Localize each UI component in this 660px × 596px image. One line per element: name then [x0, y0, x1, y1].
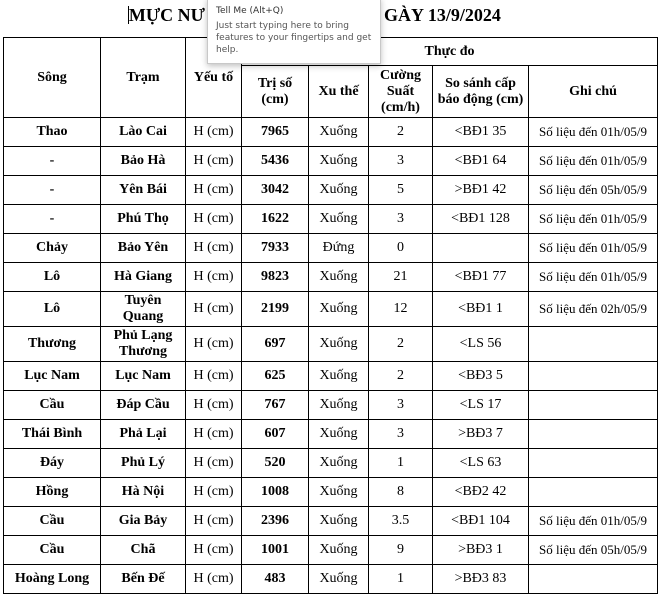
- cell-triso: 5436: [242, 147, 309, 176]
- cell-yeuto: H (cm): [186, 391, 242, 420]
- header-tram: Trạm: [101, 38, 186, 118]
- cell-tram: Tuyên Quang: [101, 292, 186, 327]
- cell-song: -: [4, 205, 101, 234]
- cell-song: Chảy: [4, 234, 101, 263]
- cell-sosanh: <LS 17: [433, 391, 529, 420]
- tell-me-tooltip: [207, 0, 381, 64]
- cell-ghichu: Số liệu đến 01h/05/9: [529, 263, 658, 292]
- cell-song: Lô: [4, 292, 101, 327]
- cell-triso: 1001: [242, 536, 309, 565]
- cell-cuongsuat: 8: [369, 478, 433, 507]
- table-row: [4, 205, 658, 234]
- cell-ghichu: Số liệu đến 02h/05/9: [529, 292, 658, 327]
- cell-cuongsuat: 3.5: [369, 507, 433, 536]
- cell-triso: 2199: [242, 292, 309, 327]
- table-row: [4, 478, 658, 507]
- cell-tram: Đáp Cầu: [101, 391, 186, 420]
- header-triso: Trị số (cm): [242, 66, 309, 118]
- cell-tram: Phú Thọ: [101, 205, 186, 234]
- cell-xuthe: Xuống: [309, 420, 369, 449]
- cell-song: Lô: [4, 263, 101, 292]
- cell-tram: Hà Nội: [101, 478, 186, 507]
- cell-song: Cầu: [4, 536, 101, 565]
- cell-sosanh: <BĐ1 104: [433, 507, 529, 536]
- cell-sosanh: <BĐ1 64: [433, 147, 529, 176]
- cell-song: Cầu: [4, 391, 101, 420]
- page-title-right: [384, 4, 501, 26]
- cell-xuthe: Xuống: [309, 362, 369, 391]
- tooltip-title: Tell Me (Alt+Q): [216, 6, 284, 16]
- header-song: Sông: [4, 38, 101, 118]
- cell-ghichu: Số liệu đến 05h/05/9: [529, 536, 658, 565]
- cell-yeuto: H (cm): [186, 234, 242, 263]
- table-row: [4, 327, 658, 362]
- cell-ghichu: [529, 327, 658, 362]
- header-yeuto: Yếu tố: [186, 38, 242, 118]
- cell-yeuto: H (cm): [186, 263, 242, 292]
- cell-sosanh: <BĐ3 5: [433, 362, 529, 391]
- cell-sosanh: [433, 234, 529, 263]
- title-right: GÀY 13/9/2024: [384, 5, 501, 25]
- cell-triso: 1622: [242, 205, 309, 234]
- cell-tram: Hà Giang: [101, 263, 186, 292]
- cell-yeuto: H (cm): [186, 449, 242, 478]
- cell-tram: Phả Lại: [101, 420, 186, 449]
- header-thucdo: Thực đo: [242, 38, 658, 66]
- cell-tram: Lục Nam: [101, 362, 186, 391]
- cell-cuongsuat: 1: [369, 565, 433, 594]
- cell-triso: 625: [242, 362, 309, 391]
- cell-sosanh: >BĐ3 83: [433, 565, 529, 594]
- cell-tram: Phủ Lạng Thương: [101, 327, 186, 362]
- cell-ghichu: Số liệu đến 01h/05/9: [529, 507, 658, 536]
- cell-song: Thao: [4, 118, 101, 147]
- cell-ghichu: [529, 362, 658, 391]
- title-left: MỰC NƯ: [128, 5, 205, 25]
- cell-tram: Bảo Hà: [101, 147, 186, 176]
- cell-tram: Bảo Yên: [101, 234, 186, 263]
- cell-yeuto: H (cm): [186, 176, 242, 205]
- cell-xuthe: Xuống: [309, 205, 369, 234]
- cell-xuthe: Xuống: [309, 263, 369, 292]
- cell-ghichu: [529, 565, 658, 594]
- table-row: [4, 362, 658, 391]
- cell-song: Thái Bình: [4, 420, 101, 449]
- cell-triso: 697: [242, 327, 309, 362]
- cell-xuthe: Xuống: [309, 118, 369, 147]
- cell-cuongsuat: 3: [369, 205, 433, 234]
- cell-sosanh: <BĐ1 77: [433, 263, 529, 292]
- cell-xuthe: Xuống: [309, 391, 369, 420]
- cell-yeuto: H (cm): [186, 292, 242, 327]
- cell-cuongsuat: 5: [369, 176, 433, 205]
- cell-ghichu: [529, 391, 658, 420]
- cell-xuthe: Xuống: [309, 507, 369, 536]
- cell-triso: 483: [242, 565, 309, 594]
- cell-yeuto: H (cm): [186, 507, 242, 536]
- cell-cuongsuat: 3: [369, 147, 433, 176]
- header-sosanh: So sánh cấp báo động (cm): [433, 66, 529, 118]
- cell-triso: 2396: [242, 507, 309, 536]
- cell-triso: 520: [242, 449, 309, 478]
- cell-xuthe: Xuống: [309, 147, 369, 176]
- cell-sosanh: >BĐ3 7: [433, 420, 529, 449]
- cell-cuongsuat: 2: [369, 118, 433, 147]
- page-title-left: [100, 4, 205, 26]
- table-row: [4, 176, 658, 205]
- cell-sosanh: >BĐ3 1: [433, 536, 529, 565]
- table-row: [4, 263, 658, 292]
- cell-yeuto: H (cm): [186, 362, 242, 391]
- table-row: [4, 536, 658, 565]
- cell-ghichu: [529, 478, 658, 507]
- cell-yeuto: H (cm): [186, 205, 242, 234]
- cell-sosanh: <BĐ1 128: [433, 205, 529, 234]
- cell-sosanh: <BĐ2 42: [433, 478, 529, 507]
- cell-triso: 607: [242, 420, 309, 449]
- cell-yeuto: H (cm): [186, 147, 242, 176]
- cell-song: Hồng: [4, 478, 101, 507]
- cell-xuthe: Xuống: [309, 565, 369, 594]
- header-xuthe: Xu thế: [309, 66, 369, 118]
- table-row: [4, 147, 658, 176]
- cell-yeuto: H (cm): [186, 536, 242, 565]
- cell-song: Cầu: [4, 507, 101, 536]
- cell-sosanh: >BĐ1 42: [433, 176, 529, 205]
- cell-tram: Phủ Lý: [101, 449, 186, 478]
- cell-sosanh: <LS 63: [433, 449, 529, 478]
- cell-triso: 7965: [242, 118, 309, 147]
- cell-cuongsuat: 1: [369, 449, 433, 478]
- cell-yeuto: H (cm): [186, 420, 242, 449]
- cell-yeuto: H (cm): [186, 327, 242, 362]
- cell-cuongsuat: 21: [369, 263, 433, 292]
- header-cuongsuat: Cường Suất (cm/h): [369, 66, 433, 118]
- cell-song: -: [4, 147, 101, 176]
- tooltip-body: Just start typing here to bring features to your fingertips and get help.: [216, 21, 372, 55]
- cell-ghichu: Số liệu đến 01h/05/9: [529, 118, 658, 147]
- cell-cuongsuat: 9: [369, 536, 433, 565]
- cell-song: Đáy: [4, 449, 101, 478]
- cell-triso: 7933: [242, 234, 309, 263]
- table-row: [4, 118, 658, 147]
- cell-xuthe: Xuống: [309, 327, 369, 362]
- table-row: [4, 449, 658, 478]
- cell-sosanh: <LS 56: [433, 327, 529, 362]
- table-row: [4, 234, 658, 263]
- cell-yeuto: H (cm): [186, 118, 242, 147]
- cell-triso: 9823: [242, 263, 309, 292]
- cell-cuongsuat: 2: [369, 362, 433, 391]
- table-row: [4, 565, 658, 594]
- cell-tram: Lào Cai: [101, 118, 186, 147]
- cell-cuongsuat: 12: [369, 292, 433, 327]
- cell-tram: Bến Đế: [101, 565, 186, 594]
- cell-triso: 3042: [242, 176, 309, 205]
- cell-xuthe: Đứng: [309, 234, 369, 263]
- cell-ghichu: [529, 449, 658, 478]
- cell-ghichu: Số liệu đến 01h/05/9: [529, 147, 658, 176]
- header-ghichu: Ghi chú: [529, 66, 658, 118]
- water-level-table: [3, 37, 658, 594]
- cell-xuthe: Xuống: [309, 292, 369, 327]
- table-row: [4, 507, 658, 536]
- cell-xuthe: Xuống: [309, 449, 369, 478]
- cell-tram: Gia Bảy: [101, 507, 186, 536]
- cell-ghichu: Số liệu đến 01h/05/9: [529, 205, 658, 234]
- cell-ghichu: [529, 420, 658, 449]
- cell-sosanh: <BĐ1 1: [433, 292, 529, 327]
- cell-xuthe: Xuống: [309, 536, 369, 565]
- cell-tram: Chã: [101, 536, 186, 565]
- cell-cuongsuat: 3: [369, 420, 433, 449]
- cell-song: Hoàng Long: [4, 565, 101, 594]
- cell-cuongsuat: 3: [369, 391, 433, 420]
- cell-ghichu: Số liệu đến 05h/05/9: [529, 176, 658, 205]
- cell-yeuto: H (cm): [186, 565, 242, 594]
- cell-sosanh: <BĐ1 35: [433, 118, 529, 147]
- cell-song: -: [4, 176, 101, 205]
- cell-tram: Yên Bái: [101, 176, 186, 205]
- cell-song: Lục Nam: [4, 362, 101, 391]
- cell-xuthe: Xuống: [309, 478, 369, 507]
- cell-triso: 1008: [242, 478, 309, 507]
- table-row: [4, 292, 658, 327]
- cell-song: Thương: [4, 327, 101, 362]
- table-row: [4, 420, 658, 449]
- cell-triso: 767: [242, 391, 309, 420]
- table-row: [4, 391, 658, 420]
- cell-cuongsuat: 0: [369, 234, 433, 263]
- cell-cuongsuat: 2: [369, 327, 433, 362]
- cell-yeuto: H (cm): [186, 478, 242, 507]
- cell-xuthe: Xuống: [309, 176, 369, 205]
- cell-ghichu: Số liệu đến 01h/05/9: [529, 234, 658, 263]
